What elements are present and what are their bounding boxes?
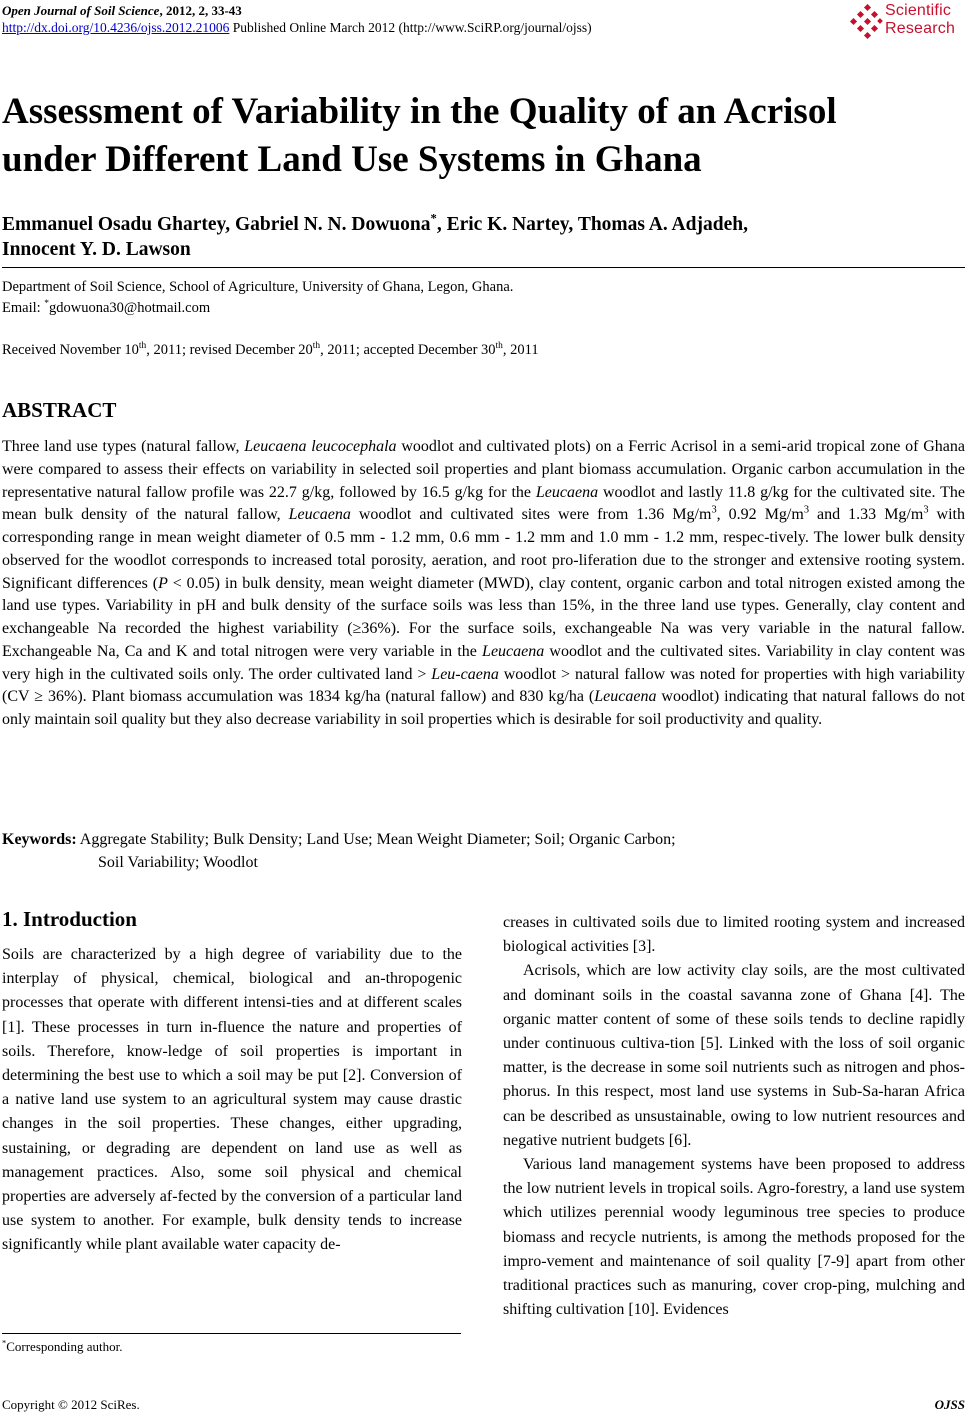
intro-paragraph: creases in cultivated soils due to limited rooting system and increased biological activities [3]. xyxy=(503,914,965,956)
published-text: Published Online March 2012 (http://www.SciRP.org/journal/ojss) xyxy=(229,20,592,35)
ordinal-sup: th xyxy=(138,341,147,352)
author-list xyxy=(2,212,962,262)
left-column xyxy=(2,943,462,1258)
authors-part2: , Eric K. Nartey, Thomas A. Adjadeh, xyxy=(436,214,748,235)
affiliation-block xyxy=(2,277,513,319)
right-column xyxy=(503,911,965,1322)
abstract-heading: ABSTRACT xyxy=(2,398,117,422)
section-heading-introduction: 1. Introduction xyxy=(2,907,137,931)
keywords-line2: Soil Variability; Woodlot xyxy=(98,854,258,871)
logo-dots-icon xyxy=(849,4,885,40)
journal-abbr: OJSS xyxy=(934,1397,965,1412)
revised-text: , 2011; revised December 20 xyxy=(146,342,313,358)
doi-line xyxy=(2,19,592,36)
footnote-mark: * xyxy=(2,1337,7,1348)
doi-link[interactable]: http://dx.doi.org/10.4236/ojss.2012.21006 xyxy=(2,20,230,35)
authors-line2: Innocent Y. D. Lawson xyxy=(2,239,191,260)
keywords-block xyxy=(2,828,965,874)
abstract-body: Three land use types (natural fallow, Leucaena leucocephala woodlot and cultivated plots) on a Ferric Acrisol in a semi-arid tropical zone of Ghana were compared to assess their effects on variability in selected soil properties and plant biomass accumulation. Organic carbon accumulation in the representative natural fallow profile was 22.7 g/kg, followed by 16.5 g/kg for the Leucaena woodlot and lastly 11.8 g/kg for the cultivated site. The mean bulk density of the natural fallow, Leucaena woodlot and cultivated sites were from 1.36 $Mg/m^3$, 0.92 $Mg/m^3$ and 1.33 $Mg/m^3$ with corresponding range in mean weight diameter of 0.5 mm - 1.2 mm, 0.6 mm - 1.2 mm and 1.0 mm - 1.2 mm, respec-tively. The lower bulk density observed for the woodlot corresponds to increased total porosity, aeration, and root pro-liferation due to the stronger and extensive rooting system. Significant differences (P < 0.05) in bulk density, mean weight diameter (MWD), clay content, organic carbon and total nitrogen existed among the land use types. Variability in pH and bulk density of the surface soils was less than 15%, in the three land use types. Generally, clay content and exchangeable Na recorded the highest variability (≥36%). For the surface soils, exchangeable Na was very variable in the natural fallow. Exchangeable Na, Ca and K and total nitrogen were very variable in the Leucaena woodlot and the cultivated sites. Variability in clay content was very high in the cultivated soils only. The order cultivated land > Leu-caena woodlot > natural fallow was noted for properties with high variability (CV ≥ 36%). Plant biomass accumulation was 1834 kg/ha (natural fallow) and 830 kg/ha (Leucaena woodlot) indicating that natural fallows do not only maintain soil quality but they also decrease variability in soil properties which is desirable for soil productivity and quality. xyxy=(2,438,966,728)
footnote xyxy=(2,1338,122,1356)
keywords-line1 xyxy=(2,828,965,851)
journal-citation xyxy=(2,2,242,19)
ordinal-sup: th xyxy=(495,341,503,352)
email-line xyxy=(2,298,513,319)
logo-line2: Research xyxy=(885,20,956,37)
keywords-list: Aggregate Stability; Bulk Density; Land Use; Mean Weight Diameter; Soil; Organic Carbon; xyxy=(76,831,676,848)
logo-text xyxy=(885,2,955,38)
affiliation: Department of Soil Science, School of Agriculture, University of Ghana, Legon, Ghana. xyxy=(2,279,514,295)
keywords-label: Keywords: xyxy=(2,831,77,848)
scirp-logo xyxy=(849,2,967,42)
received-text: Received November 10 xyxy=(2,342,139,358)
corresponding-mark: * xyxy=(430,211,437,226)
email-address[interactable]: gdowuona30@hotmail.com xyxy=(49,300,211,316)
footnote-rule xyxy=(2,1333,461,1334)
received-dates xyxy=(2,340,539,360)
footnote-text: Corresponding author. xyxy=(6,1339,123,1354)
title-line1: Assessment of Variability in the Quality of an Acrisol xyxy=(2,91,837,132)
header-rule xyxy=(2,267,965,268)
paper-title xyxy=(2,88,962,184)
intro-paragraph: Soils are characterized by a high degree of variability due to the interplay of physical, chemical, biological and an-thropogenic processes that operate with different intensi-ties and at different scales [1]. These processes in turn in-fluence the nature and properties of soils. Therefore, know-ledge of soil properties is important in determining the best use to which a soil may be put [2]. Conversion of a native land use system to an agricultural system may cause drastic changes in the soil properties. These changes, either upgrading, sustaining, or degrading are dependent on land use as well as management practices. Also, some soil physical and chemical properties are adversely af-fected by the conversion of a particular land use system to another. For example, bulk density tends to increase significantly while plant available water capacity de- xyxy=(2,946,462,1254)
email-label: Email: xyxy=(2,300,45,316)
authors-part1: Emmanuel Osadu Ghartey, Gabriel N. N. Dowuona xyxy=(2,214,431,235)
journal-name: Open Journal of Soil Science xyxy=(2,3,160,18)
logo-line1: Scientific xyxy=(885,2,952,19)
ordinal-sup: th xyxy=(312,341,321,352)
year-text: , 2011 xyxy=(502,342,539,358)
title-line2: under Different Land Use Systems in Ghana xyxy=(2,139,702,180)
intro-paragraph: Various land management systems have been proposed to address the low nutrient levels in tropical soils. Agro-forestry, a land use system which utilizes perennial woody leguminous tree species to produce biomass and recycle nutrients, is among the methods proposed for the impro-vement and maintenance of soil quality [7-9] apart from other traditional practices such as manuring, cover crop-ping, mulching and shifting cultivation [10]. Evidences xyxy=(503,1156,965,1319)
journal-ref: , 2012, 2, 33-43 xyxy=(159,3,242,18)
intro-paragraph: Acrisols, which are low activity clay soils, are the most cultivated and dominant soils in the coastal savanna zone of Ghana [4]. The organic matter content of some of these soils tends to decline rapidly under continuous cultiva-tion [5]. Linked with the loss of soil organic matter, is the decrease in some soil nutrients such as nitrogen and phos-phorus. In this respect, most land use systems in Sub-Sa-haran Africa can be described as unsustainable, owing to low nutrient resources and negative nutrient budgets [6]. xyxy=(503,962,965,1149)
accepted-text: , 2011; accepted December 30 xyxy=(320,342,496,358)
copyright: Copyright © 2012 SciRes. xyxy=(2,1397,140,1412)
email-mark: * xyxy=(44,299,49,310)
